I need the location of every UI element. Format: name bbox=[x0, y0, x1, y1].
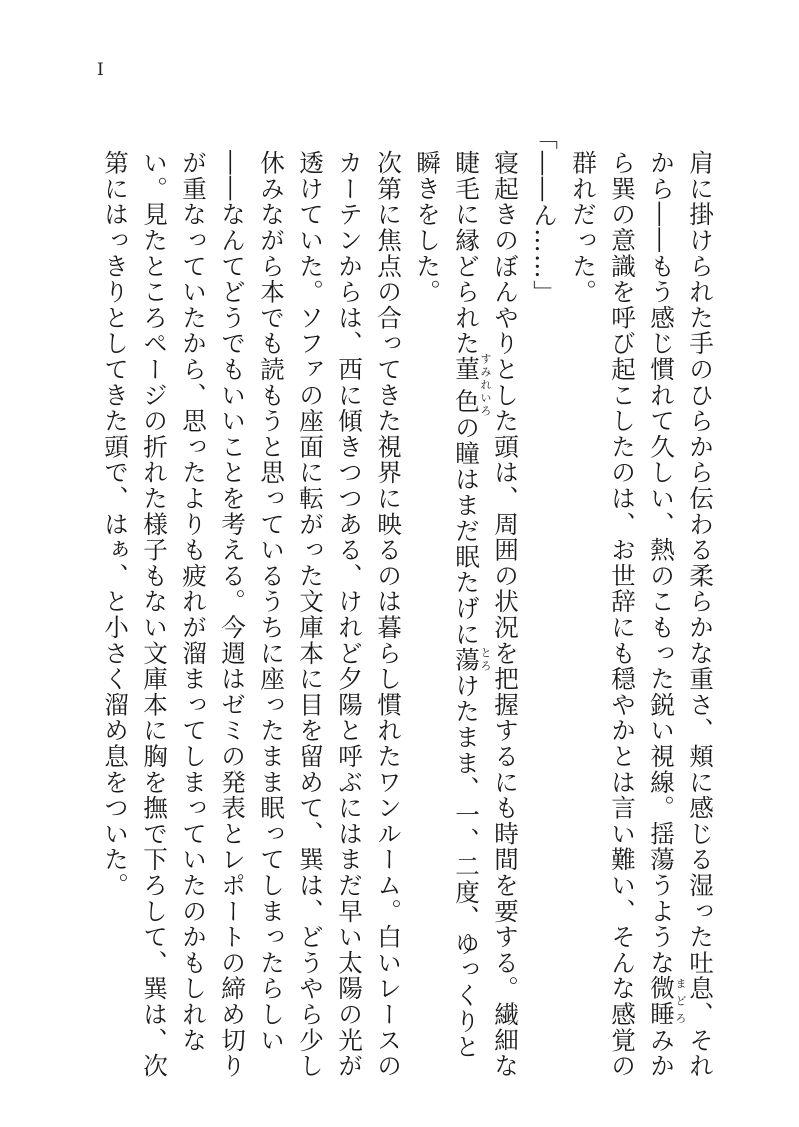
text-run: 次第に焦点の合ってきた視界に映るのは暮らし慣れたワンルーム。白いレースのカーテンからは、西に傾きつつある、けれど夕陽と呼ぶにはまだ早い太陽の光が透けていた。ソファの座面に転がった文庫本に目を留めて、巽は、どうやら少し休みながら本でも読もうと思っているうちに座ったまま眠ってしまったらしい――なんてどうでもいいことを考える。今週はゼミの発表とレポートの締め切りが重なっていたから、思ったよりも疲れが溜まってしまっていたのかもしれない。見たところページの折れた様子もない文庫本に胸を撫で下ろして、巽は、次第にはっきりとしてきた頭で、はぁ、と小さく溜め息をついた。 bbox=[101, 149, 403, 1079]
ruby-reading: とろ bbox=[479, 646, 492, 673]
ruby-reading: すみれいろ bbox=[479, 352, 492, 418]
text-run: の瞳はまだ眠たげに bbox=[452, 414, 481, 647]
ruby-annotated-word bbox=[452, 646, 492, 673]
paragraph bbox=[525, 125, 564, 1085]
text-run: 肩に掛けられた手のひらから伝わる柔らかな重さ、頬に感じる湿った吐息、それから――もう感じ慣れて久しい、熱のこもった鋭い視線。揺蕩うような bbox=[647, 149, 715, 1079]
ruby-annotated-word bbox=[647, 975, 687, 1027]
paragraph bbox=[564, 125, 720, 1085]
ruby-annotated-word bbox=[452, 352, 492, 418]
text-run: けたまま、一、二度、ゆっくりと瞬きをした。 bbox=[413, 149, 481, 1060]
ruby-base: 菫色 bbox=[452, 352, 481, 418]
text-run: 寝起きのぼんやりとした頭は、周囲の状況を把握するにも時間を要する。繊細な睫毛に縁どられた bbox=[452, 149, 520, 1079]
novel-body-text bbox=[70, 125, 720, 1085]
paragraph bbox=[96, 125, 408, 1085]
ruby-reading: まどろ bbox=[674, 975, 687, 1027]
page-number: I bbox=[97, 60, 104, 80]
paragraph bbox=[408, 125, 525, 1085]
text-run: みから巽の意識を呼び起こしたのは、お世辞にも穏やかとは言い難い、そんな感覚の群れだった。 bbox=[569, 149, 676, 1079]
ruby-base: 微睡 bbox=[647, 975, 676, 1027]
text-run: 「――ん……」 bbox=[530, 125, 559, 306]
ruby-base: 蕩 bbox=[452, 646, 481, 673]
